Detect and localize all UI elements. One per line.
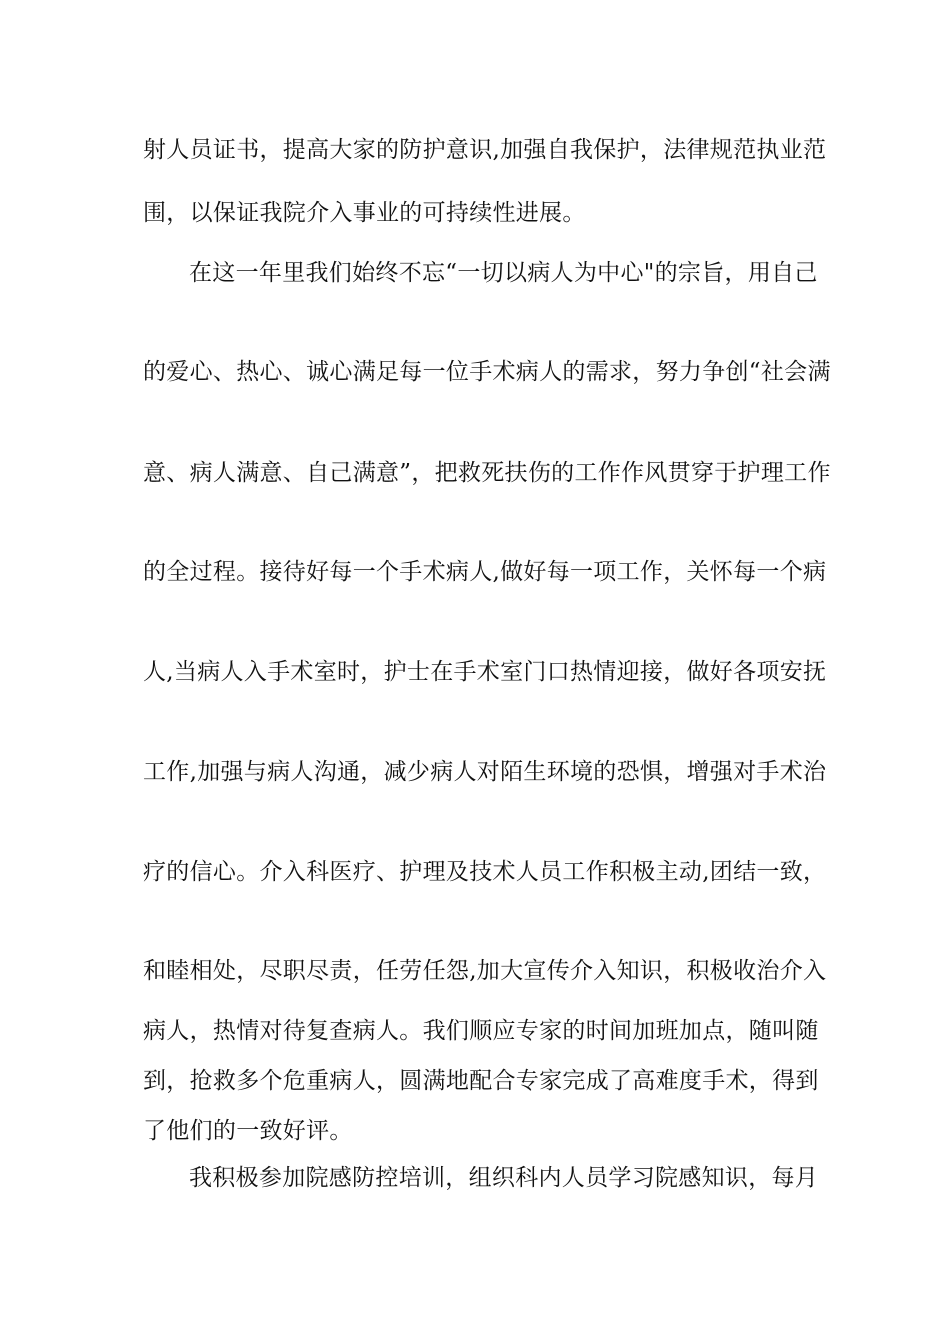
- text-line: 了他们的一致好评。: [143, 1118, 353, 1144]
- text-line: 意、病人满意、自己满意”，把救死扶伤的工作作风贯穿于护理工作: [143, 460, 831, 486]
- text-line: 的全过程。接待好每一个手术病人,做好每一项工作，关怀每一个病: [143, 559, 827, 585]
- text-line: 到，抢救多个危重病人，圆满地配合专家完成了高难度手术，得到: [143, 1068, 819, 1094]
- text-line: 病人，热情对待复查病人。我们顺应专家的时间加班加点，随叫随: [143, 1018, 819, 1044]
- text-line: 围，以保证我院介入事业的可持续性进展。: [143, 200, 586, 226]
- text-line: 的爱心、热心、诚心满足每一位手术病人的需求，努力争创“社会满: [143, 359, 831, 385]
- text-line: 疗的信心。介入科医疗、护理及技术人员工作积极主动,团结一致，: [143, 859, 827, 885]
- text-line: 和睦相处，尽职尽责，任劳任怨,加大宣传介入知识，积极收治介入: [143, 958, 827, 984]
- paragraph-first-line: 我积极参加院感防控培训，组织科内人员学习院感知识，每月: [189, 1165, 819, 1191]
- text-line: 工作,加强与病人沟通，减少病人对陌生环境的恐惧，增强对手术治: [143, 759, 827, 785]
- text-line: 射人员证书，提高大家的防护意识,加强自我保护，法律规范执业范: [143, 137, 827, 163]
- text-line: 人,当病人入手术室时，护士在手术室门口热情迎接，做好各项安抚: [143, 659, 827, 685]
- paragraph-first-line: 在这一年里我们始终不忘“一切以病人为中心"的宗旨，用自己: [189, 260, 818, 286]
